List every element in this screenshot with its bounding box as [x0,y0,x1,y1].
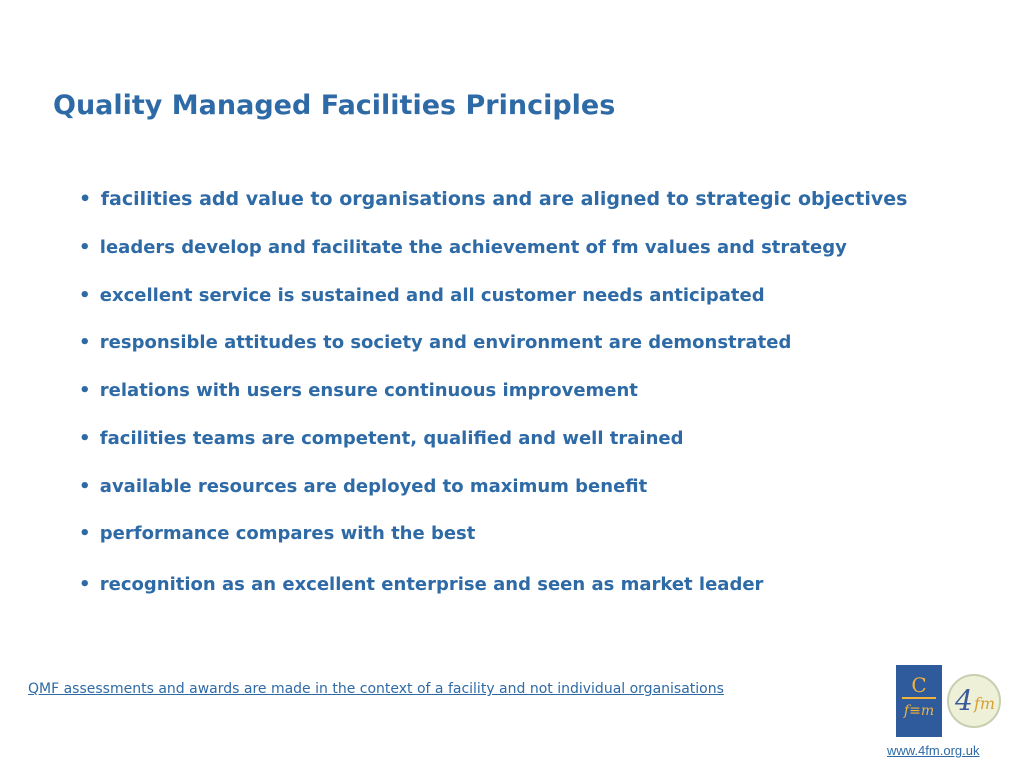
bullet-dot: • [79,237,91,258]
bullet-text: excellent service is sustained and all customer needs anticipated [99,285,765,306]
bullet-item [79,332,791,353]
cfm-logo [896,665,942,737]
bullet-text: responsible attitudes to society and environment are demonstrated [99,332,792,353]
bullet-text: leaders develop and facilitate the achievement of fm values and strategy [99,237,847,258]
bullet-item [79,523,475,544]
website-link[interactable]: www.4fm.org.uk [887,743,980,758]
cfm-logo-c: C [911,673,927,697]
bullet-item [79,285,765,306]
bullet-text: facilities add value to organisations and are aligned to strategic objectives [100,188,908,210]
4fm-logo [947,674,1001,728]
bullet-dot: • [79,380,91,401]
bullet-dot: • [79,476,91,497]
bullet-dot: • [79,332,91,353]
bullet-dot: • [79,523,91,544]
slide-title: Quality Managed Facilities Principles [53,90,616,121]
bullet-text: recognition as an excellent enterprise and seen as market leader [99,574,764,595]
bullet-item [79,237,847,258]
bullet-dot: • [79,188,92,210]
qmf-footnote-link[interactable]: QMF assessments and awards are made in the context of a facility and not individual organisations [28,681,724,697]
bullet-text: facilities teams are competent, qualified and well trained [99,428,684,449]
bullet-text: performance compares with the best [99,523,476,544]
cfm-logo-bar [902,697,936,699]
bullet-item [79,188,907,210]
4fm-logo-number: 4 [955,684,973,717]
bullet-text: relations with users ensure continuous improvement [99,380,638,401]
bullet-dot: • [79,574,91,595]
bullet-item [79,574,763,595]
bullet-item [79,428,683,449]
4fm-logo-letters: fm [974,694,996,713]
bullet-dot: • [79,428,91,449]
cfm-logo-fm: f≡m [903,703,935,719]
bullet-dot: • [79,285,91,306]
bullet-item [79,476,647,497]
bullet-item [79,380,638,401]
bullet-text: available resources are deployed to maximum benefit [99,476,648,497]
